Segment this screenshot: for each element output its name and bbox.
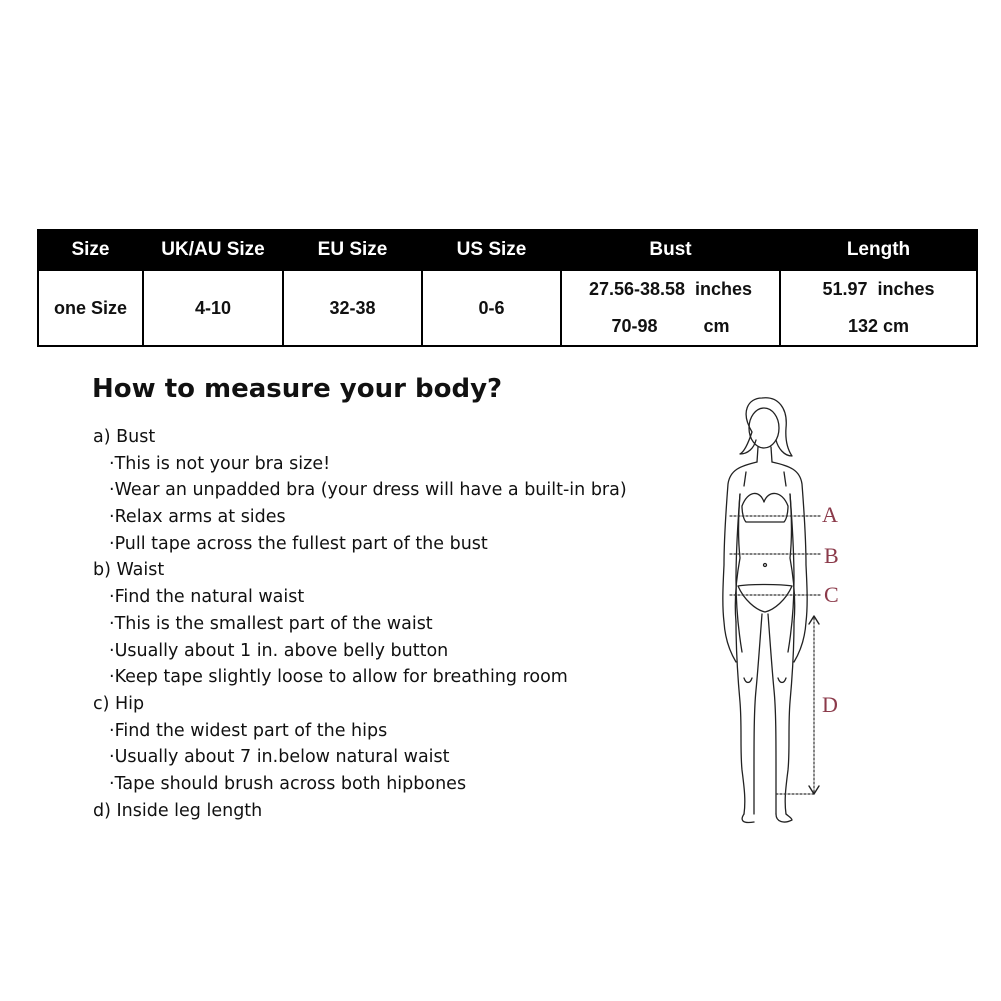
section-hip-heading: c) Hip [93,693,145,714]
list-item: ·Usually about 1 in. above belly button [109,640,449,661]
bust-inches-unit: inches [695,279,753,299]
knee-marks [744,678,786,683]
header-eu-size: EU Size [283,230,422,270]
body-measurement-figure [700,390,880,830]
length-inches-unit: inches [877,279,935,299]
size-chart-table [37,229,978,347]
list-item: ·Pull tape across the fullest part of the bust [109,533,488,554]
label-c: C [824,582,839,607]
section-waist-heading: b) Waist [93,560,165,581]
guide-title: How to measure your body? [92,374,503,404]
briefs-outline [738,585,792,613]
header-uk-au-size: UK/AU Size [143,230,283,270]
cell-length [780,270,977,346]
length-inches-line [781,271,976,308]
neck-outline [757,447,772,462]
length-cm-unit: cm [883,316,910,336]
label-d: D [822,692,838,717]
list-item: ·Wear an unpadded bra (your dress will have a built-in bra) [109,480,627,501]
right-leg-inner [768,614,776,814]
bust-cm-unit: cm [703,316,730,336]
guide-list [93,424,627,824]
label-a: A [822,502,838,527]
list-item: ·Relax arms at sides [109,507,286,528]
list-item: ·Find the natural waist [109,587,305,608]
cell-us: 0-6 [422,270,561,346]
section-bust-heading: a) Bust [93,427,156,447]
bust-inches-value: 27.56-38.58 [588,279,686,299]
list-item: ·Find the widest part of the hips [109,720,388,741]
left-leg-inner [754,614,762,814]
length-inches-value: 51.97 [822,279,868,299]
list-item: ·This is the smallest part of the waist [109,613,433,634]
header-length: Length [780,230,977,270]
cell-size: one Size [38,270,143,346]
cell-bust [561,270,780,346]
list-item: ·Tape should brush across both hipbones [109,773,467,794]
header-bust: Bust [561,230,780,270]
right-leg-outer [785,622,794,814]
bust-inches-line [562,271,779,308]
length-cm-value: 132 [847,316,878,336]
left-leg-outer [736,622,745,814]
list-item: ·Usually about 7 in.below natural waist [109,747,450,768]
right-arm-outline [772,462,807,662]
size-table-row [38,270,977,346]
cell-uk-au: 4-10 [143,270,283,346]
bra-outline [742,472,788,522]
bust-cm-value: 70-98 [611,316,658,336]
size-table-header-row [38,230,977,270]
feet-outline [742,814,792,823]
head-outline [749,408,779,448]
header-size: Size [38,230,143,270]
length-cm-line [781,308,976,345]
list-item: ·Keep tape slightly loose to allow for breathing room [109,667,568,688]
navel [764,564,767,567]
cell-eu: 32-38 [283,270,422,346]
section-inside-leg-heading: d) Inside leg length [93,800,263,821]
header-us-size: US Size [422,230,561,270]
list-item: ·This is not your bra size! [109,453,331,474]
label-b: B [824,543,839,568]
bust-cm-line [562,308,779,345]
